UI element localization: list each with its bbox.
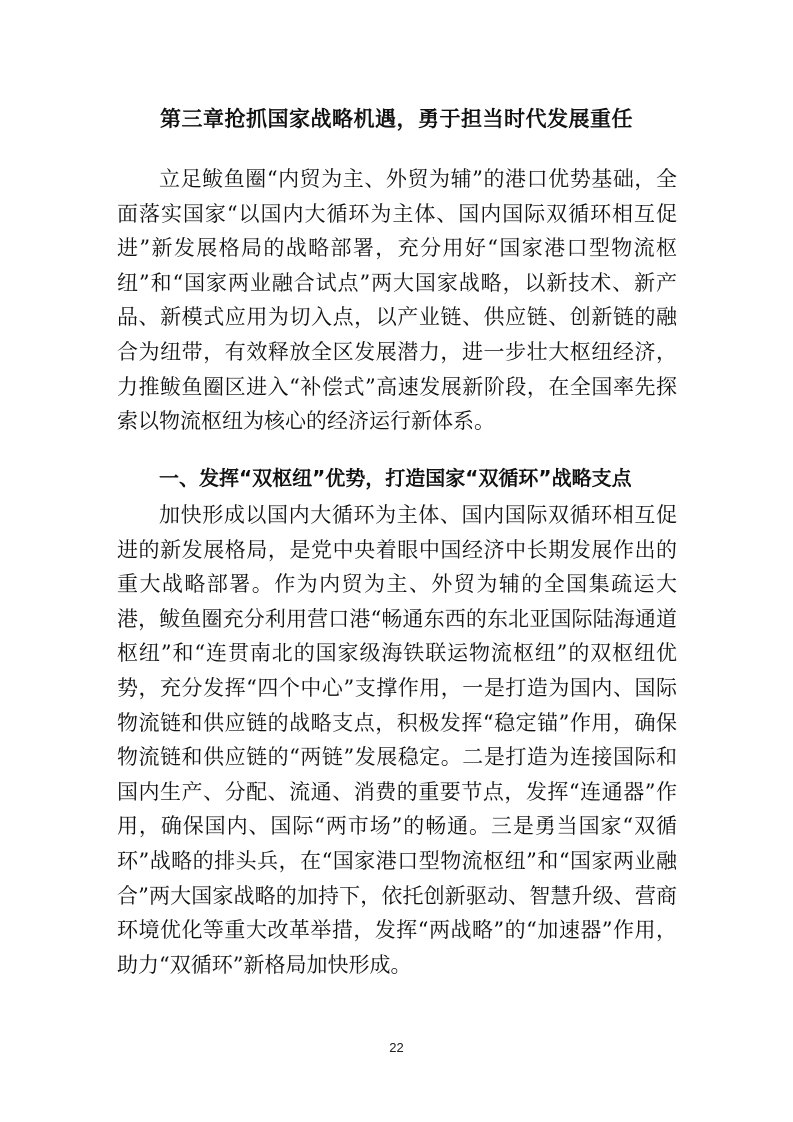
section-paragraph: 加快形成以国内大循环为主体、国内国际双循环相互促进的新发展格局，是党中央着眼中国经济中长期发展作出的重大战略部署。作为内贸为主、外贸为辅的全国集疏运大港，鲅鱼圈充分利用营口港“畅通东西的东北亚国际陆海通道枢纽”和“连贯南北的国家级海铁联运物流枢纽”的双枢纽优势，充分发挥“四个中心”支撑作用，一是打造为国内、国际物流链和供应链的战略支点，积极发挥“稳定锚”作用，确保物流链和供应链的“两链”发展稳定。二是打造为连接国际和国内生产、分配、流通、消费的重要节点，发挥“连通器”作用，确保国内、国际“两市场”的畅通。三是勇当国家“双循环”战略的排头兵，在“国家港口型物流枢纽”和“国家两业融合”两大国家战略的加持下，依托创新驱动、智慧升级、营商环境优化等重大改革举措，发挥“两战略”的“加速器”作用，助力“双循环”新格局加快形成。 <box>117 503 677 977</box>
section-heading: 一、发挥“双枢纽”优势，打造国家“双循环”战略支点 <box>159 466 632 490</box>
page-number: 22 <box>389 1040 404 1055</box>
intro-paragraph: 立足鲅鱼圈“内贸为主、外贸为辅”的港口优势基础，全面落实国家“以国内大循环为主体、国内国际双循环相互促进”新发展格局的战略部署，充分用好“国家港口型物流枢纽”和“国家两业融合试点”两大国家战略，以新技术、新产品、新模式应用为切入点，以产业链、供应链、创新链的融合为纽带，有效释放全区发展潜力，进一步壮大枢纽经济，力推鲅鱼圈区进入“补偿式”高速发展新阶段，在全国率先探索以物流枢纽为核心的经济运行新体系。 <box>117 167 677 434</box>
chapter-title: 第三章抢抓国家战略机遇，勇于担当时代发展重任 <box>160 107 633 131</box>
